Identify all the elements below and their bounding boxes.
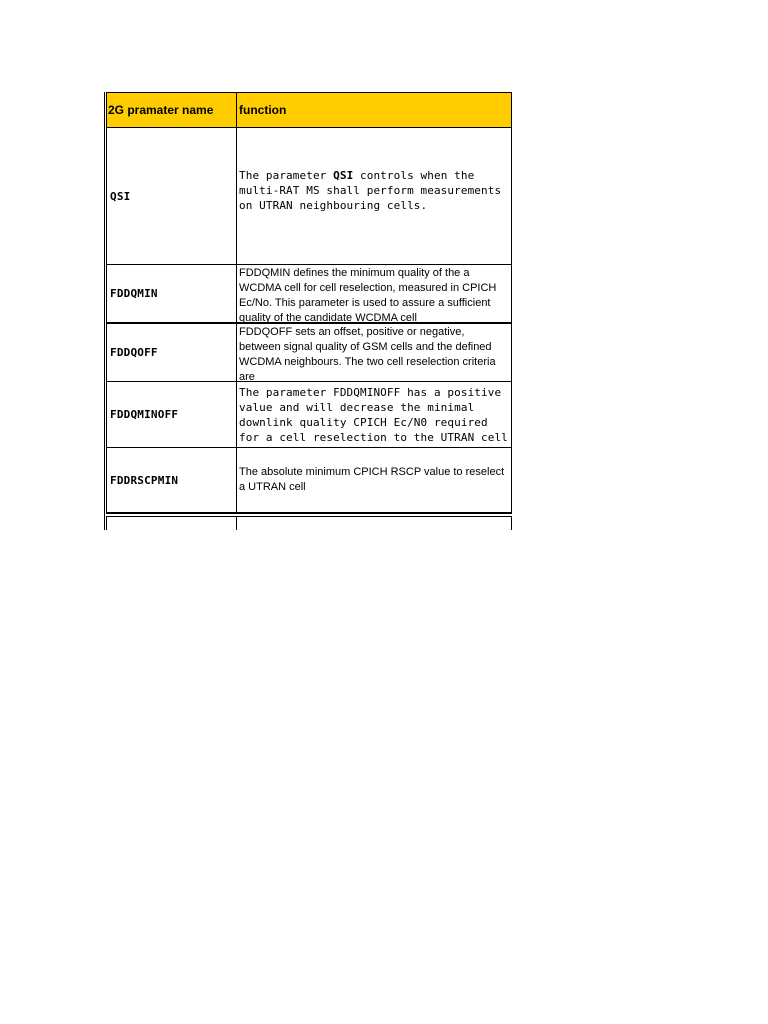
function-description: FDDQOFF sets an offset, positive or negative, between signal quality of GSM cells and the defined WCDMA neighbours. The two cell reselection criteria are (239, 326, 496, 381)
parameter-table (106, 92, 512, 530)
parameter-name-cell (107, 324, 237, 381)
function-description: The absolute minimum CPICH RSCP value to reselect a UTRAN cell (239, 466, 505, 493)
parameter-name: FDDRSCPMIN (110, 473, 179, 487)
sheet-left-border (104, 92, 105, 530)
function-text-part: controls when the multi-RAT MS shall perform measurements on UTRAN neighbouring cells. (239, 168, 502, 212)
parameter-name: FDDQOFF (110, 346, 158, 359)
function-cell (237, 448, 511, 512)
table-row-partial (106, 516, 512, 530)
parameter-name-cell (107, 265, 237, 322)
function-description: The parameter FDDQMINOFF has a positive value and will decrease the minimal downlink quality CPICH Ec/N0 required for a cell reselection to the UTRAN cell (239, 385, 508, 444)
table-row (106, 265, 512, 324)
parameter-name: FDDQMIN (110, 287, 158, 300)
header-parameter-name: 2G pramater name (107, 93, 237, 127)
function-cell (237, 265, 511, 322)
function-cell (237, 324, 511, 381)
function-text-part: The parameter (239, 168, 334, 182)
table-header-row (106, 92, 512, 128)
function-cell (237, 517, 511, 530)
parameter-table-sheet (104, 92, 512, 530)
table-row (106, 128, 512, 265)
function-cell (237, 382, 511, 447)
function-description: FDDQMIN defines the minimum quality of the a WCDMA cell for cell reselection, measured in CPICH Ec/No. This parameter is used to assure a sufficient quality of the candidate WCDMA cell (239, 267, 497, 322)
parameter-name-cell (107, 382, 237, 447)
function-cell (237, 128, 511, 264)
table-row (106, 324, 512, 382)
table-row (106, 448, 512, 514)
parameter-name-cell (107, 128, 237, 264)
parameter-name-cell (107, 448, 237, 512)
table-row (106, 382, 512, 448)
function-description (239, 168, 509, 213)
function-text-emphasis: QSI (333, 168, 354, 182)
parameter-name-cell (107, 517, 237, 530)
header-function: function (239, 103, 287, 117)
parameter-name: FDDQMINOFF (110, 408, 179, 421)
parameter-name: QSI (110, 189, 131, 203)
